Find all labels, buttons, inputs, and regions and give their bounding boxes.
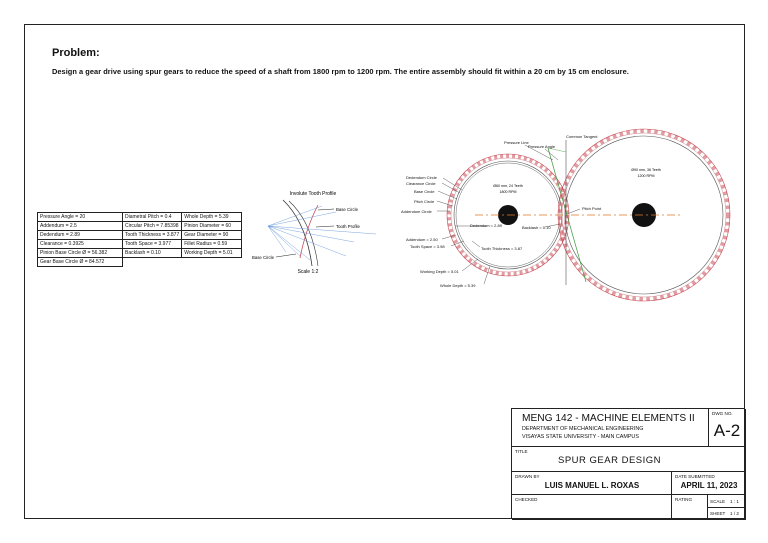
label-pitch-circle: Pitch Circle — [414, 199, 435, 204]
course-title: MENG 142 - MACHINE ELEMENTS II — [522, 413, 695, 424]
department: DEPARTMENT OF MECHANICAL ENGINEERING — [522, 426, 644, 432]
table-cell: Pinion Base Circle Ø = 56.382 — [38, 249, 123, 258]
table-cell: Tooth Thickness = 3.877 — [123, 231, 182, 240]
table-cell: Clearance = 0.3925 — [38, 240, 123, 249]
table-cell: Pinion Diameter = 60 — [182, 222, 242, 231]
scale-label: SCALE — [710, 499, 726, 504]
table-cell: Tooth Space = 3.977 — [123, 240, 182, 249]
table-cell: Whole Depth = 5.39 — [182, 213, 242, 222]
label-pressure-angle: Pressure Angle — [528, 144, 556, 149]
date-value: APRIL 11, 2023 — [680, 481, 738, 490]
scale-value: 1 : 1 — [730, 499, 739, 504]
label-addendum: Addendum = 2.50 — [406, 237, 438, 242]
title-cell — [512, 447, 746, 472]
label-tooth-profile: Tooth Profile — [336, 224, 360, 229]
involute-construction-lines — [268, 206, 376, 260]
table-cell: Addendum = 2.5 — [38, 222, 123, 231]
label-tooth-space: Tooth Space = 3.98 — [410, 244, 445, 249]
label-addendum-circle: Addendum Circle — [401, 209, 432, 214]
table-cell: Backlash = 0.10 — [123, 249, 182, 258]
label-base-circle-2: Base Circle — [252, 255, 274, 260]
involute-scale: Scale 1:2 — [297, 269, 319, 275]
course-cell — [512, 409, 709, 447]
sheet-cell — [708, 508, 746, 520]
label-base-circle-1: Base Circle — [336, 207, 358, 212]
label-base-circle: Base Circle — [414, 189, 435, 194]
gear-info-2: 1200 RPM — [637, 174, 655, 178]
drawn-by-value: LUIS MANUEL L. ROXAS — [544, 481, 640, 490]
dwg-no-label: DWG NO. — [712, 411, 733, 416]
table-cell: Diametral Pitch = 0.4 — [123, 213, 182, 222]
dwg-no-cell — [709, 409, 746, 447]
title-block — [511, 408, 745, 519]
label-working-depth: Working Depth = 5.01 — [420, 269, 459, 274]
label-pitch-point: Pitch Point — [582, 206, 602, 211]
date-cell — [672, 472, 746, 495]
scale-cell — [708, 495, 746, 508]
sheet-label: SHEET — [710, 511, 726, 516]
problem-heading: Problem: — [52, 47, 100, 59]
table-cell: Pressure Angle = 20 — [38, 213, 123, 222]
date-label: DATE SUBMITTED — [675, 474, 715, 479]
table-cell: Dedendum = 2.89 — [38, 231, 123, 240]
involute-profile — [252, 191, 376, 275]
label-tooth-thickness: Tooth Thickness = 3.87 — [481, 246, 523, 251]
label-backlash: Backlash = 0.10 — [522, 225, 551, 230]
table-cell: Gear Diameter = 90 — [182, 231, 242, 240]
table-cell: Gear Base Circle Ø = 84.572 — [38, 258, 123, 267]
label-whole-depth: Whole Depth = 5.39 — [440, 283, 476, 288]
table-cell: Circular Pitch = 7.85398 — [123, 222, 182, 231]
dwg-no-value: A-2 — [713, 421, 741, 440]
checked-cell — [512, 495, 672, 520]
drawn-by-cell — [512, 472, 672, 495]
checked-label: CHECKED — [515, 497, 538, 502]
label-common-tangent: Common Tangent — [566, 134, 598, 139]
label-pressure-line: Pressure Line — [504, 140, 529, 145]
pinion-info-2: 1800 RPM — [499, 190, 517, 194]
gear-info-1: Ø90 mm, 36 Teeth — [631, 168, 661, 172]
rating-label: RATING — [675, 497, 693, 502]
label-dedendum: Dedendum = 2.89 — [470, 223, 502, 228]
involute-title: Involute Tooth Profile — [289, 191, 337, 197]
problem-statement: Design a gear drive using spur gears to reduce the speed of a shaft from 1800 rpm to 1200 rpm. The entire assembly should fit within a 20 cm by 15 cm enclosure. — [52, 67, 629, 76]
drawn-by-label: DRAWN BY — [515, 474, 540, 479]
label-clearance-circle: Clearance Circle — [406, 181, 436, 186]
label-dedendum-circle: Dedendum Circle — [406, 175, 437, 180]
title-label: TITLE — [515, 449, 528, 454]
drawing-title: SPUR GEAR DESIGN — [557, 455, 662, 466]
base-circle-arc-inner — [289, 201, 318, 266]
sheet-value: 1 / 2 — [730, 511, 739, 516]
table-cell: Working Depth = 5.01 — [182, 249, 242, 258]
university: VISAYAS STATE UNIVERSITY - MAIN CAMPUS — [522, 434, 639, 440]
table-cell: Fillet Radius = 0.59 — [182, 240, 242, 249]
rating-cell — [672, 495, 708, 520]
pinion-info-1: Ø60 mm, 24 Teeth — [493, 184, 523, 188]
